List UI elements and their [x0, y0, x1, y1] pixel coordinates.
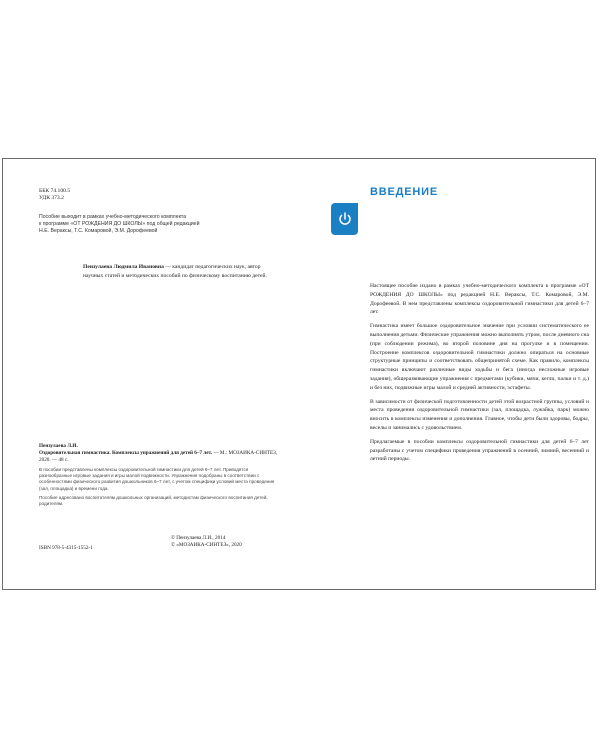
catalog-author: Пензулаева Л.И. [39, 443, 78, 449]
copyright-line: © Пензулаева Л.И., 2014 [171, 535, 226, 541]
chapter-badge [331, 203, 358, 235]
intro-paragraph: Настоящее пособие издано в рамках учебно-методического комплекта к программе «ОТ РОЖДЕНИЯ ДО ШКОЛЫ» под редакцией Н.Е. Вераксы, Т.С. Комаровой, Э.М. Дорофеевой. В нем представлены комплексы оздоровительной гимнастики для детей 6–7 лет. [370, 283, 589, 316]
intro-paragraph: В зависимости от физической подготовленности детей этой возрастной группы, условий и места проведения оздоровительной гимнастики (зал, площадка, лужайка, парк) можно вносить в комплексы изменения и дополнения. Главное, чтобы дети были здоровы, бодры, веселы и занимались с удовольствием. [370, 398, 589, 431]
left-page [3, 159, 300, 589]
author-info [83, 263, 273, 280]
annotation-paragraph: Пособие адресовано воспитателям дошкольных организаций, методистам физического воспитания детей, родителям. [39, 494, 268, 507]
catalog-dash: — [212, 450, 219, 456]
catalog-title: Оздоровительная гимнастика. Комплексы упражнений для детей 6–7 лет. [39, 450, 213, 456]
isbn: ISBN 978-5-4315-1552-1 [39, 545, 93, 551]
author-bio: — кандидат педагогических наук, автор научных статей и методических пособий по физическому воспитанию детей. [83, 264, 267, 279]
power-icon [337, 211, 353, 227]
bbk-code: ББК 74.100.5 [39, 188, 71, 194]
catalog-entry [39, 443, 281, 507]
copyright-block [171, 535, 242, 549]
intro-paragraph: Предлагаемые в пособии комплексы оздоровительной гимнастики для детей 6–7 лет разработаны с учетом специфики проведения упражнений в осенний, зимний, весенний и летний периоды. [370, 438, 589, 463]
intro-text [370, 282, 589, 469]
annotation [39, 467, 281, 507]
copyright-line: © «МОЗАИКА-СИНТЕЗ», 2020 [171, 542, 242, 549]
classification-codes [39, 188, 70, 202]
series-line: Н.Е. Вераксы, Т.С. Комаровой, Э.М. Дорофеевой [39, 228, 158, 234]
catalog-title-line [39, 450, 281, 464]
intro-paragraph: Гимнастика имеет большое оздоровительное значение при условии систематического ее выполнения детьми. Физические упражнения можно выполнять утром, после дневного сна (при соблюдении режима), во второй половине дня на прогулке и в помещении. Построение комплексов оздоровительной гимнастики должно опираться на основные структурные принципы и соответствовать общепринятой схеме. Как правило, комплексы гимнастики включают различные виды ходьбы и бега (иногда несложные игровые задания), общеразвивающие упражнения с предметами (кубики, мячи, кегли, палки и т. д.) и без них, подвижные игры малой и средней активности, эстафеты. [370, 323, 589, 391]
udk-code: УДК 373.2 [39, 195, 64, 202]
book-spread [2, 158, 596, 590]
chapter-title: ВВЕДЕНИЕ [370, 186, 438, 198]
right-page [300, 159, 597, 589]
series-line: к программе «ОТ РОЖДЕНИЯ ДО ШКОЛЫ» под общей редакцией [39, 221, 200, 227]
catalog-publisher: М.: МОЗАИКА-СИНТЕЗ, 2020. — 48 с. [39, 450, 278, 463]
series-line: Пособие выходит в рамках учебно-методического комплекта [39, 214, 187, 220]
annotation-paragraph: В пособии представлены комплексы оздоровительной гимнастики для детей 6–7 лет. Приводятся разнообразные игровые задания и игры малой подвижности. Упражнения подобраны в соответствии с особенностями физического развития дошкольников 6–7 лет, с учетом специфики условий места проведения (зал, площадка) и времени года. [39, 467, 275, 491]
author-name: Пензулаева Людмила Ивановна [83, 264, 164, 270]
series-note [39, 214, 279, 235]
